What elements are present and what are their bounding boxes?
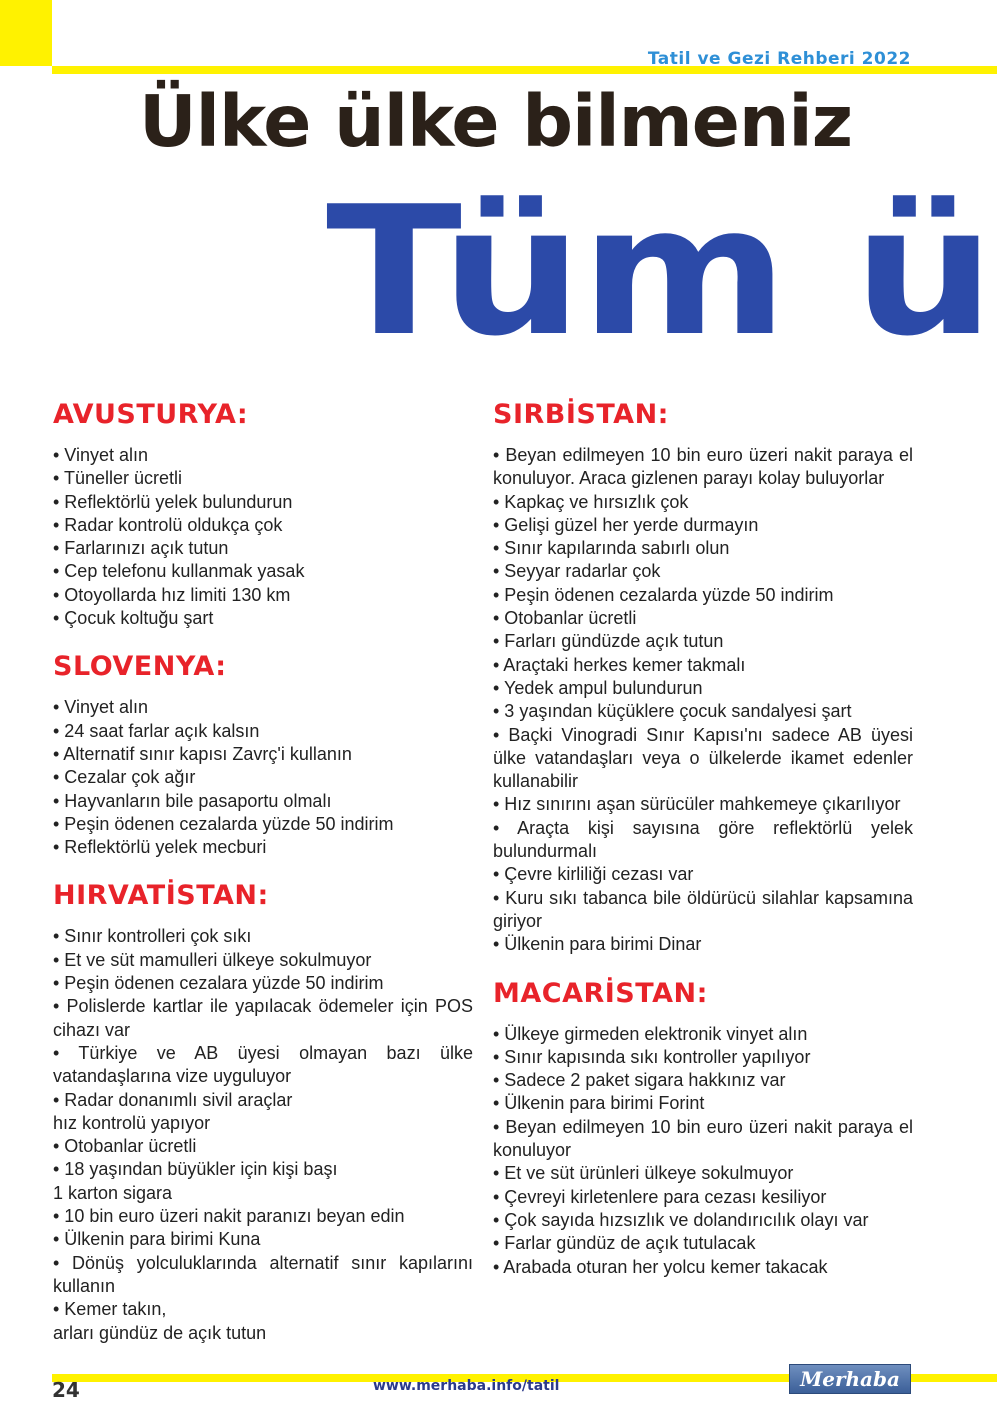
list-item: • Ülkenin para birimi Kuna (53, 1229, 261, 1250)
list-item: • Farlar gündüz de açık tutulacak (493, 1233, 756, 1254)
list-item: • Radar kontrolü oldukça çok (53, 514, 283, 535)
list-item: arları gündüz de açık tutun (53, 1322, 267, 1343)
list-item: • Seyyar radarlar çok (493, 561, 661, 582)
list-item: • Arabada oturan her yolcu kemer takacak (493, 1256, 828, 1277)
list-item: • Çevreyi kirletenlere para cezası kesiliyor (493, 1186, 827, 1207)
section-title: HIRVATİSTAN: (53, 880, 269, 912)
list-item: • Kemer takın, (53, 1299, 167, 1320)
section-title: MACARİSTAN: (493, 977, 708, 1009)
section-croatia (53, 881, 473, 1344)
top-corner-decoration (0, 0, 52, 66)
page-headline: Ülke ülke bilmeniz (139, 80, 853, 163)
list-item: • Dönüş yolculuklarında alternatif sınır kapılarını kullanın (53, 1252, 473, 1296)
list-item: • Sınır kapılarında sabırlı olun (493, 538, 730, 559)
list-item: • Otobanlar ücretli (53, 1136, 197, 1157)
list-item: • Vinyet alın (53, 445, 149, 465)
section-austria (53, 400, 473, 630)
tips-list (493, 444, 913, 957)
list-item: • Cezalar çok ağır (53, 767, 196, 788)
list-item: • Yedek ampul bulundurun (493, 677, 703, 698)
list-item: • Radar donanımlı sivil araçlar (53, 1089, 293, 1110)
list-item: • Alternatif sınır kapısı Zavrç'i kullanın (53, 743, 352, 764)
list-item: • 3 yaşından küçüklere çocuk sandalyesi şart (493, 701, 852, 722)
list-item: • Otoyollarda hız limiti 130 km (53, 584, 291, 605)
list-item: • Beyan edilmeyen 10 bin euro üzeri nakit paraya el konuluyor. Araca gizlenen parayı kolay buluyorlar (493, 445, 913, 489)
list-item: hız kontrolü yapıyor (53, 1112, 211, 1133)
list-item: • Ülkeye girmeden elektronik vinyet alın (493, 1023, 808, 1044)
list-item: • Et ve süt mamulleri ülkeye sokulmuyor (53, 949, 372, 970)
list-item: • Kuru sıkı tabanca bile öldürücü silahlar kapsamına giriyor (493, 887, 913, 931)
list-item: • Türkiye ve AB üyesi olmayan bazı ülke vatandaşlarına vize uyguluyor (53, 1042, 473, 1087)
list-item: • Araçtaki herkes kemer takmalı (493, 654, 746, 675)
section-hungary (493, 979, 913, 1279)
bottom-stripe (911, 1374, 997, 1382)
list-item: • Cep telefonu kullanmak yasak (53, 561, 305, 582)
tips-list (53, 444, 473, 630)
list-item: • Polislerde kartlar ile yapılacak ödemeler için POS cihazı var (53, 996, 473, 1040)
list-item: • 18 yaşından büyükler için kişi başı (53, 1159, 338, 1180)
list-item: • Farlarınızı açık tutun (53, 538, 229, 559)
list-item: • Ülkenin para birimi Forint (493, 1093, 705, 1114)
section-serbia (493, 400, 913, 957)
list-item: • Vinyet alın (53, 697, 149, 718)
list-item: • Et ve süt ürünleri ülkeye sokulmuyor (493, 1163, 794, 1184)
logo-text: Merhaba (800, 1367, 900, 1391)
list-item: • Peşin ödenen cezalara yüzde 50 indirim (53, 973, 384, 994)
list-item: • Reflektörlü yelek mecburi (53, 837, 267, 858)
list-item: • Sınır kapısında sıkı kontroller yapılıyor (493, 1046, 811, 1067)
section-title: AVUSTURYA: (53, 399, 249, 430)
list-item: • 24 saat farlar açık kalsın (53, 720, 260, 741)
list-item: • Otobanlar ücretli (493, 608, 637, 629)
list-item: • Sınır kontrolleri çok sıkı (53, 926, 252, 947)
list-item: • Beyan edilmeyen 10 bin euro üzeri nakit paraya el konuluyor (493, 1116, 913, 1161)
list-item: • Çok sayıda hızsızlık ve dolandırıcılık olayı var (493, 1209, 869, 1230)
list-item: • 10 bin euro üzeri nakit paranızı beyan edin (53, 1206, 405, 1227)
section-title: SIRBİSTAN: (493, 399, 669, 430)
left-column (53, 400, 473, 1345)
list-item: • Ülkenin para birimi Dinar (493, 934, 702, 955)
list-item: • Baçki Vinogradi Sınır Kapısı'nı sadece AB üyesi ülke vatandaşları veya o ülkelerde ikamet edenler kullanabilir (493, 724, 913, 792)
list-item: • Peşin ödenen cezalarda yüzde 50 indirim (493, 584, 834, 605)
tips-list (53, 696, 473, 859)
list-item: 1 karton sigara (53, 1182, 173, 1203)
page-big-word: Tüm ü (326, 168, 993, 375)
tips-list (53, 925, 473, 1344)
section-title: SLOVENYA: (53, 651, 227, 683)
list-item: • Hız sınırını aşan sürücüler mahkemeye çıkarılıyor (493, 794, 901, 815)
list-item: • Farları gündüzde açık tutun (493, 631, 724, 652)
merhaba-logo (789, 1364, 911, 1394)
list-item: • Araçta kişi sayısına göre reflektörlü yelek bulundurmalı (493, 817, 913, 862)
list-item: • Tüneller ücretli (53, 468, 183, 489)
right-column (493, 400, 913, 1279)
list-item: • Gelişi güzel her yerde durmayın (493, 514, 759, 535)
list-item: • Çocuk koltuğu şart (53, 608, 214, 629)
guide-title: Tatil ve Gezi Rehberi 2022 (647, 49, 911, 69)
list-item: • Reflektörlü yelek bulundurun (53, 491, 293, 512)
footer-url: www.merhaba.info/tatil (373, 1378, 560, 1394)
list-item: • Hayvanların bile pasaportu olmalı (53, 790, 332, 811)
list-item: • Sadece 2 paket sigara hakkınız var (493, 1070, 786, 1091)
section-slovenia (53, 652, 473, 859)
list-item: • Çevre kirliliği cezası var (493, 864, 694, 885)
list-item: • Kapkaç ve hırsızlık çok (493, 491, 689, 512)
page-number: 24 (52, 1378, 80, 1402)
list-item: • Peşin ödenen cezalarda yüzde 50 indirim (53, 813, 394, 834)
tips-list (493, 1023, 913, 1279)
